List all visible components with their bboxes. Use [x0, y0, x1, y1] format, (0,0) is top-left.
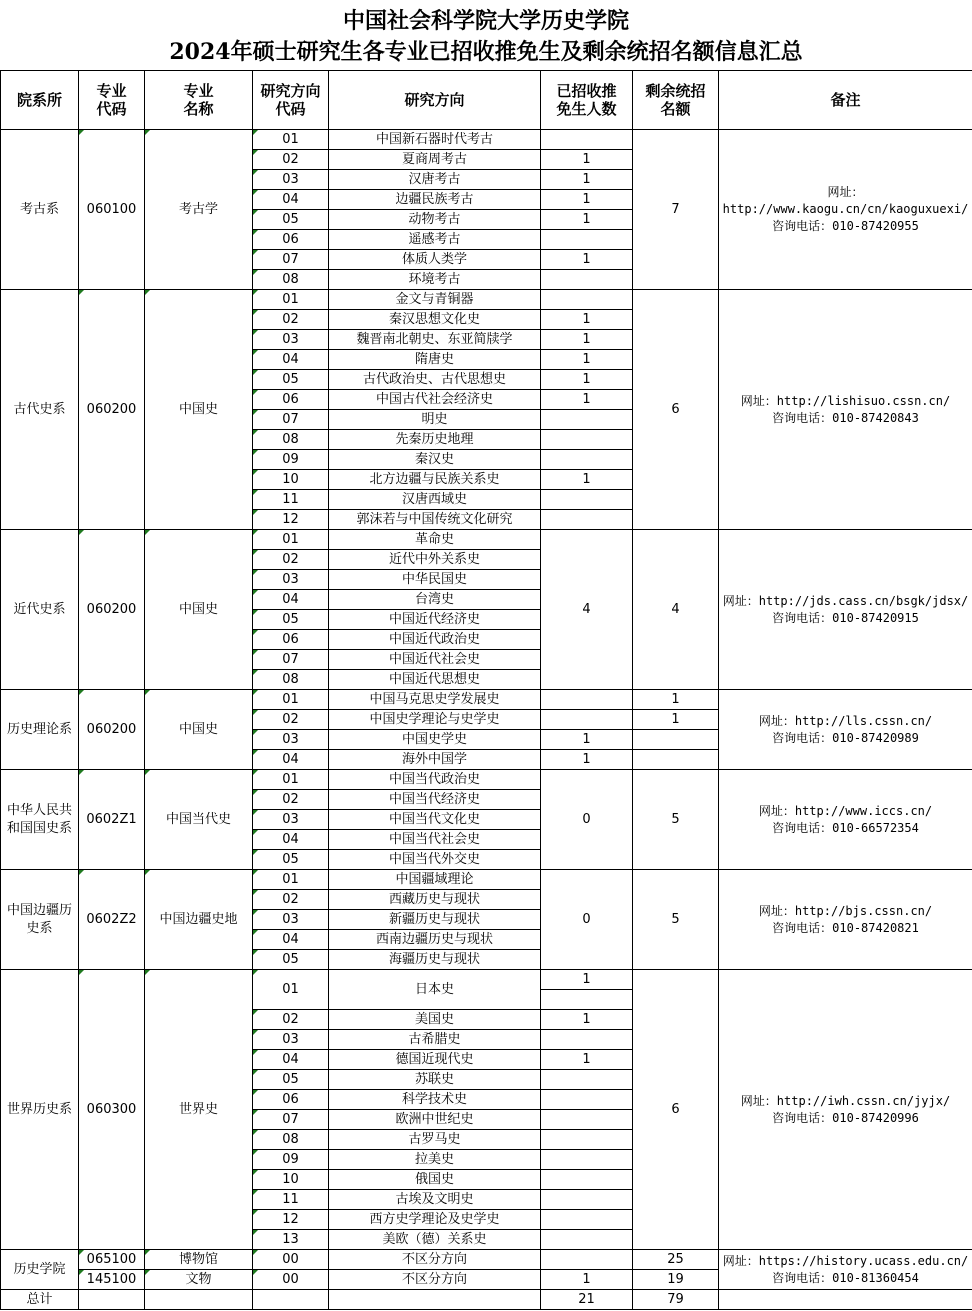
direction-name: 中国近代经济史: [329, 610, 541, 630]
direction-code: 06: [253, 630, 329, 650]
direction-name: 中国当代政治史: [329, 770, 541, 790]
major-name: 考古学: [145, 130, 253, 290]
note-cell: 网址： http://www.kaogu.cn/cn/kaoguxuexi/ 咨询电话：010-87420955: [719, 130, 972, 290]
direction-name: 中国近代思想史: [329, 670, 541, 690]
direction-name: 俄国史: [329, 1170, 541, 1190]
major-code: 145100: [79, 1270, 145, 1290]
direction-name: 美欧（德）关系史: [329, 1230, 541, 1250]
header-dept: 院系所: [1, 71, 79, 130]
remaining-quota: 6: [633, 970, 719, 1250]
direction-name: 中国史学史: [329, 730, 541, 750]
major-name: 中国史: [145, 690, 253, 770]
direction-code: 03: [253, 570, 329, 590]
recommended-count: 1: [541, 350, 633, 370]
direction-code: 04: [253, 750, 329, 770]
direction-name: 欧洲中世纪史: [329, 1110, 541, 1130]
direction-code: 04: [253, 350, 329, 370]
table-row: [1, 690, 972, 710]
direction-name: 台湾史: [329, 590, 541, 610]
direction-code: 08: [253, 270, 329, 290]
direction-name: 古罗马史: [329, 1130, 541, 1150]
remaining-quota: 5: [633, 770, 719, 870]
major-name: 博物馆: [145, 1250, 253, 1270]
direction-code: 10: [253, 1170, 329, 1190]
recommended-count: [541, 430, 633, 450]
direction-name: 边疆民族考古: [329, 190, 541, 210]
table-row: [1, 290, 972, 310]
table-row: [1, 530, 972, 550]
direction-code: 02: [253, 790, 329, 810]
direction-name: 中国当代社会史: [329, 830, 541, 850]
direction-name: 中国近代社会史: [329, 650, 541, 670]
note-cell: 网址：http://jds.cass.cn/bsgk/jdsx/ 咨询电话：010-87420915: [719, 530, 972, 690]
dept-name: 近代史系: [1, 530, 79, 690]
major-code: 060200: [79, 290, 145, 530]
direction-name: 不区分方向: [329, 1270, 541, 1290]
direction-name: 中国近代政治史: [329, 630, 541, 650]
direction-name: 革命史: [329, 530, 541, 550]
direction-code: 01: [253, 130, 329, 150]
recommended-count: [541, 410, 633, 430]
direction-name: 动物考古: [329, 210, 541, 230]
note-cell: 网址：http://bjs.cssn.cn/ 咨询电话：010-87420821: [719, 870, 972, 970]
direction-name: 遥感考古: [329, 230, 541, 250]
direction-name: 中国古代社会经济史: [329, 390, 541, 410]
direction-code: 06: [253, 390, 329, 410]
direction-code: 02: [253, 150, 329, 170]
table-header-row: [1, 71, 972, 130]
direction-code: 00: [253, 1250, 329, 1270]
recommended-count: 0: [541, 770, 633, 870]
direction-code: 06: [253, 1090, 329, 1110]
total-remaining: 79: [633, 1290, 719, 1310]
direction-name: 西南边疆历史与现状: [329, 930, 541, 950]
direction-code: 05: [253, 950, 329, 970]
recommended-count: [541, 970, 633, 1010]
direction-name: 先秦历史地理: [329, 430, 541, 450]
direction-name: 中国史学理论与史学史: [329, 710, 541, 730]
direction-name: 魏晋南北朝史、东亚简牍学: [329, 330, 541, 350]
direction-code: 04: [253, 1050, 329, 1070]
direction-code: 05: [253, 1070, 329, 1090]
direction-name: 中国马克思史学发展史: [329, 690, 541, 710]
note-cell: 网址：http://lishisuo.cssn.cn/ 咨询电话：010-87420843: [719, 290, 972, 530]
recommended-count: 0: [541, 870, 633, 970]
recommended-count: [541, 270, 633, 290]
recommended-count: 1: [541, 170, 633, 190]
page-title: 中国社会科学院大学历史学院: [342, 8, 629, 34]
direction-name: 郭沫若与中国传统文化研究: [329, 510, 541, 530]
recommended-count: 1: [541, 1050, 633, 1070]
empty-cell: [145, 1290, 253, 1310]
header-major-code: 专业 代码: [79, 71, 145, 130]
recommended-count: 1: [541, 190, 633, 210]
note-cell: 网址：http://iwh.cssn.cn/jyjx/ 咨询电话：010-87420996: [719, 970, 972, 1250]
direction-code: 04: [253, 190, 329, 210]
direction-code: 01: [253, 970, 329, 1010]
recommended-count: 1: [541, 310, 633, 330]
dept-name: 历史学院: [1, 1250, 79, 1290]
remaining-quota: 6: [633, 290, 719, 530]
direction-code: 11: [253, 490, 329, 510]
note-cell: 网址：http://lls.cssn.cn/ 咨询电话：010-87420989: [719, 690, 972, 770]
recommended-count: [541, 130, 633, 150]
direction-code: 11: [253, 1190, 329, 1210]
header-note: 备注: [719, 71, 972, 130]
remaining-quota: 1: [633, 690, 719, 710]
table-row: [1, 870, 972, 890]
direction-code: 04: [253, 590, 329, 610]
direction-code: 05: [253, 850, 329, 870]
direction-code: 05: [253, 370, 329, 390]
empty-cell: [253, 1290, 329, 1310]
direction-name: 明史: [329, 410, 541, 430]
major-code: 0602Z1: [79, 770, 145, 870]
direction-name: 中国疆域理论: [329, 870, 541, 890]
direction-code: 05: [253, 210, 329, 230]
recommended-count: [541, 1170, 633, 1190]
recommended-count: 1: [541, 150, 633, 170]
recommended-count: [541, 1250, 633, 1270]
direction-code: 01: [253, 870, 329, 890]
recommended-count: [541, 1190, 633, 1210]
direction-name: 苏联史: [329, 1070, 541, 1090]
direction-code: 01: [253, 770, 329, 790]
recommended-count: 1: [541, 370, 633, 390]
dept-name: 中国边疆历史系: [1, 870, 79, 970]
recommended-count: [541, 690, 633, 710]
direction-name: 古代政治史、古代思想史: [329, 370, 541, 390]
note-cell: 网址：http://www.iccs.cn/ 咨询电话：010-66572354: [719, 770, 972, 870]
direction-name: 汉唐考古: [329, 170, 541, 190]
direction-name: 日本史: [329, 970, 541, 1010]
direction-code: 09: [253, 450, 329, 470]
recommended-count: 1: [541, 730, 633, 750]
major-code: 0602Z2: [79, 870, 145, 970]
direction-name: 隋唐史: [329, 350, 541, 370]
remaining-quota: 5: [633, 870, 719, 970]
direction-name: 古埃及文明史: [329, 1190, 541, 1210]
direction-name: 拉美史: [329, 1150, 541, 1170]
direction-name: 秦汉史: [329, 450, 541, 470]
direction-code: 03: [253, 1030, 329, 1050]
direction-name: 中国当代文化史: [329, 810, 541, 830]
recommended-count: [541, 230, 633, 250]
recommended-count: [541, 1230, 633, 1250]
recommended-count: 1: [541, 390, 633, 410]
empty-cell: [719, 1290, 972, 1310]
major-name: 中国当代史: [145, 770, 253, 870]
recommended-count: 1: [541, 210, 633, 230]
major-name: 中国史: [145, 530, 253, 690]
header-direction: 研究方向: [329, 71, 541, 130]
major-name: 中国边疆史地: [145, 870, 253, 970]
direction-code: 07: [253, 1110, 329, 1130]
total-row: [1, 1290, 972, 1310]
major-code: 060300: [79, 970, 145, 1250]
remaining-quota: 7: [633, 130, 719, 290]
recommended-count: [541, 1030, 633, 1050]
quota-table: [0, 70, 972, 1310]
recommended-count: [541, 710, 633, 730]
direction-name: 近代中外关系史: [329, 550, 541, 570]
direction-name: 中国当代经济史: [329, 790, 541, 810]
total-label: 总计: [1, 1290, 79, 1310]
direction-name: 中国新石器时代考古: [329, 130, 541, 150]
recommended-count: 1: [541, 1270, 633, 1290]
remaining-quota: [633, 750, 719, 770]
direction-code: 03: [253, 330, 329, 350]
direction-name: 金文与青铜器: [329, 290, 541, 310]
recommended-count: [541, 290, 633, 310]
recommended-count: [541, 510, 633, 530]
recommended-count: 4: [541, 530, 633, 690]
direction-name: 中华民国史: [329, 570, 541, 590]
direction-name: 汉唐西域史: [329, 490, 541, 510]
direction-code: 04: [253, 930, 329, 950]
dept-name: 历史理论系: [1, 690, 79, 770]
major-code: 060200: [79, 690, 145, 770]
direction-name: 古希腊史: [329, 1030, 541, 1050]
direction-name: 体质人类学: [329, 250, 541, 270]
direction-name: 不区分方向: [329, 1250, 541, 1270]
direction-name: 海疆历史与现状: [329, 950, 541, 970]
direction-code: 12: [253, 510, 329, 530]
recommended-count: [541, 1110, 633, 1130]
dept-name: 世界历史系: [1, 970, 79, 1250]
direction-code: 03: [253, 730, 329, 750]
major-code: 060200: [79, 530, 145, 690]
remaining-quota: 4: [633, 530, 719, 690]
direction-code: 08: [253, 670, 329, 690]
empty-cell: [329, 1290, 541, 1310]
dept-name: 中华人民共和国国史系: [1, 770, 79, 870]
table-row: [1, 970, 972, 1010]
direction-code: 02: [253, 890, 329, 910]
header-direction-code: 研究方向 代码: [253, 71, 329, 130]
direction-name: 美国史: [329, 1010, 541, 1030]
direction-code: 01: [253, 690, 329, 710]
direction-name: 新疆历史与现状: [329, 910, 541, 930]
major-name: 世界史: [145, 970, 253, 1250]
direction-name: 海外中国学: [329, 750, 541, 770]
recommended-count: [541, 1210, 633, 1230]
recommended-count: [541, 450, 633, 470]
direction-code: 02: [253, 710, 329, 730]
direction-name: 西藏历史与现状: [329, 890, 541, 910]
direction-name: 西方史学理论及史学史: [329, 1210, 541, 1230]
direction-code: 03: [253, 910, 329, 930]
direction-code: 12: [253, 1210, 329, 1230]
direction-code: 01: [253, 290, 329, 310]
recommended-count: [541, 1070, 633, 1090]
total-recommended: 21: [541, 1290, 633, 1310]
table-row: [1, 130, 972, 150]
direction-code: 08: [253, 430, 329, 450]
direction-code: 03: [253, 810, 329, 830]
direction-code: 05: [253, 610, 329, 630]
direction-code: 10: [253, 470, 329, 490]
direction-name: 德国近现代史: [329, 1050, 541, 1070]
direction-code: 04: [253, 830, 329, 850]
dept-name: 考古系: [1, 130, 79, 290]
dept-name: 古代史系: [1, 290, 79, 530]
direction-code: 07: [253, 650, 329, 670]
direction-name: 环境考古: [329, 270, 541, 290]
recommended-count: 1: [541, 470, 633, 490]
direction-code: 02: [253, 1010, 329, 1030]
header-major-name: 专业 名称: [145, 71, 253, 130]
direction-code: 00: [253, 1270, 329, 1290]
direction-code: 02: [253, 550, 329, 570]
major-name: 文物: [145, 1270, 253, 1290]
direction-code: 06: [253, 230, 329, 250]
remaining-quota: 1: [633, 710, 719, 730]
recommended-count-value: 1: [541, 970, 632, 990]
direction-code: 08: [253, 1130, 329, 1150]
remaining-quota: 25: [633, 1250, 719, 1270]
direction-name: 北方边疆与民族关系史: [329, 470, 541, 490]
direction-code: 09: [253, 1150, 329, 1170]
header-remaining: 剩余统招 名额: [633, 71, 719, 130]
page-subtitle: 2024年硕士研究生各专业已招收推免生及剩余统招名额信息汇总: [169, 39, 803, 65]
direction-code: 07: [253, 410, 329, 430]
table-row: [1, 1250, 972, 1270]
major-code: 065100: [79, 1250, 145, 1270]
major-code: 060100: [79, 130, 145, 290]
recommended-count: [541, 1090, 633, 1110]
direction-code: 02: [253, 310, 329, 330]
direction-name: 秦汉思想文化史: [329, 310, 541, 330]
remaining-quota: 19: [633, 1270, 719, 1290]
direction-code: 13: [253, 1230, 329, 1250]
recommended-count: [541, 490, 633, 510]
recommended-count: 1: [541, 1010, 633, 1030]
table-row: [1, 770, 972, 790]
empty-cell: [79, 1290, 145, 1310]
direction-name: 科学技术史: [329, 1090, 541, 1110]
recommended-count: 1: [541, 330, 633, 350]
header-recommended: 已招收推 免生人数: [541, 71, 633, 130]
recommended-count: 1: [541, 250, 633, 270]
note-cell: 网址：https://history.ucass.edu.cn/ 咨询电话：010-81360454: [719, 1250, 972, 1290]
direction-name: 夏商周考古: [329, 150, 541, 170]
direction-name: 中国当代外交史: [329, 850, 541, 870]
remaining-quota: [633, 730, 719, 750]
direction-code: 07: [253, 250, 329, 270]
direction-code: 03: [253, 170, 329, 190]
direction-code: 01: [253, 530, 329, 550]
recommended-count: [541, 1130, 633, 1150]
recommended-count: 1: [541, 750, 633, 770]
major-name: 中国史: [145, 290, 253, 530]
recommended-count: [541, 1150, 633, 1170]
